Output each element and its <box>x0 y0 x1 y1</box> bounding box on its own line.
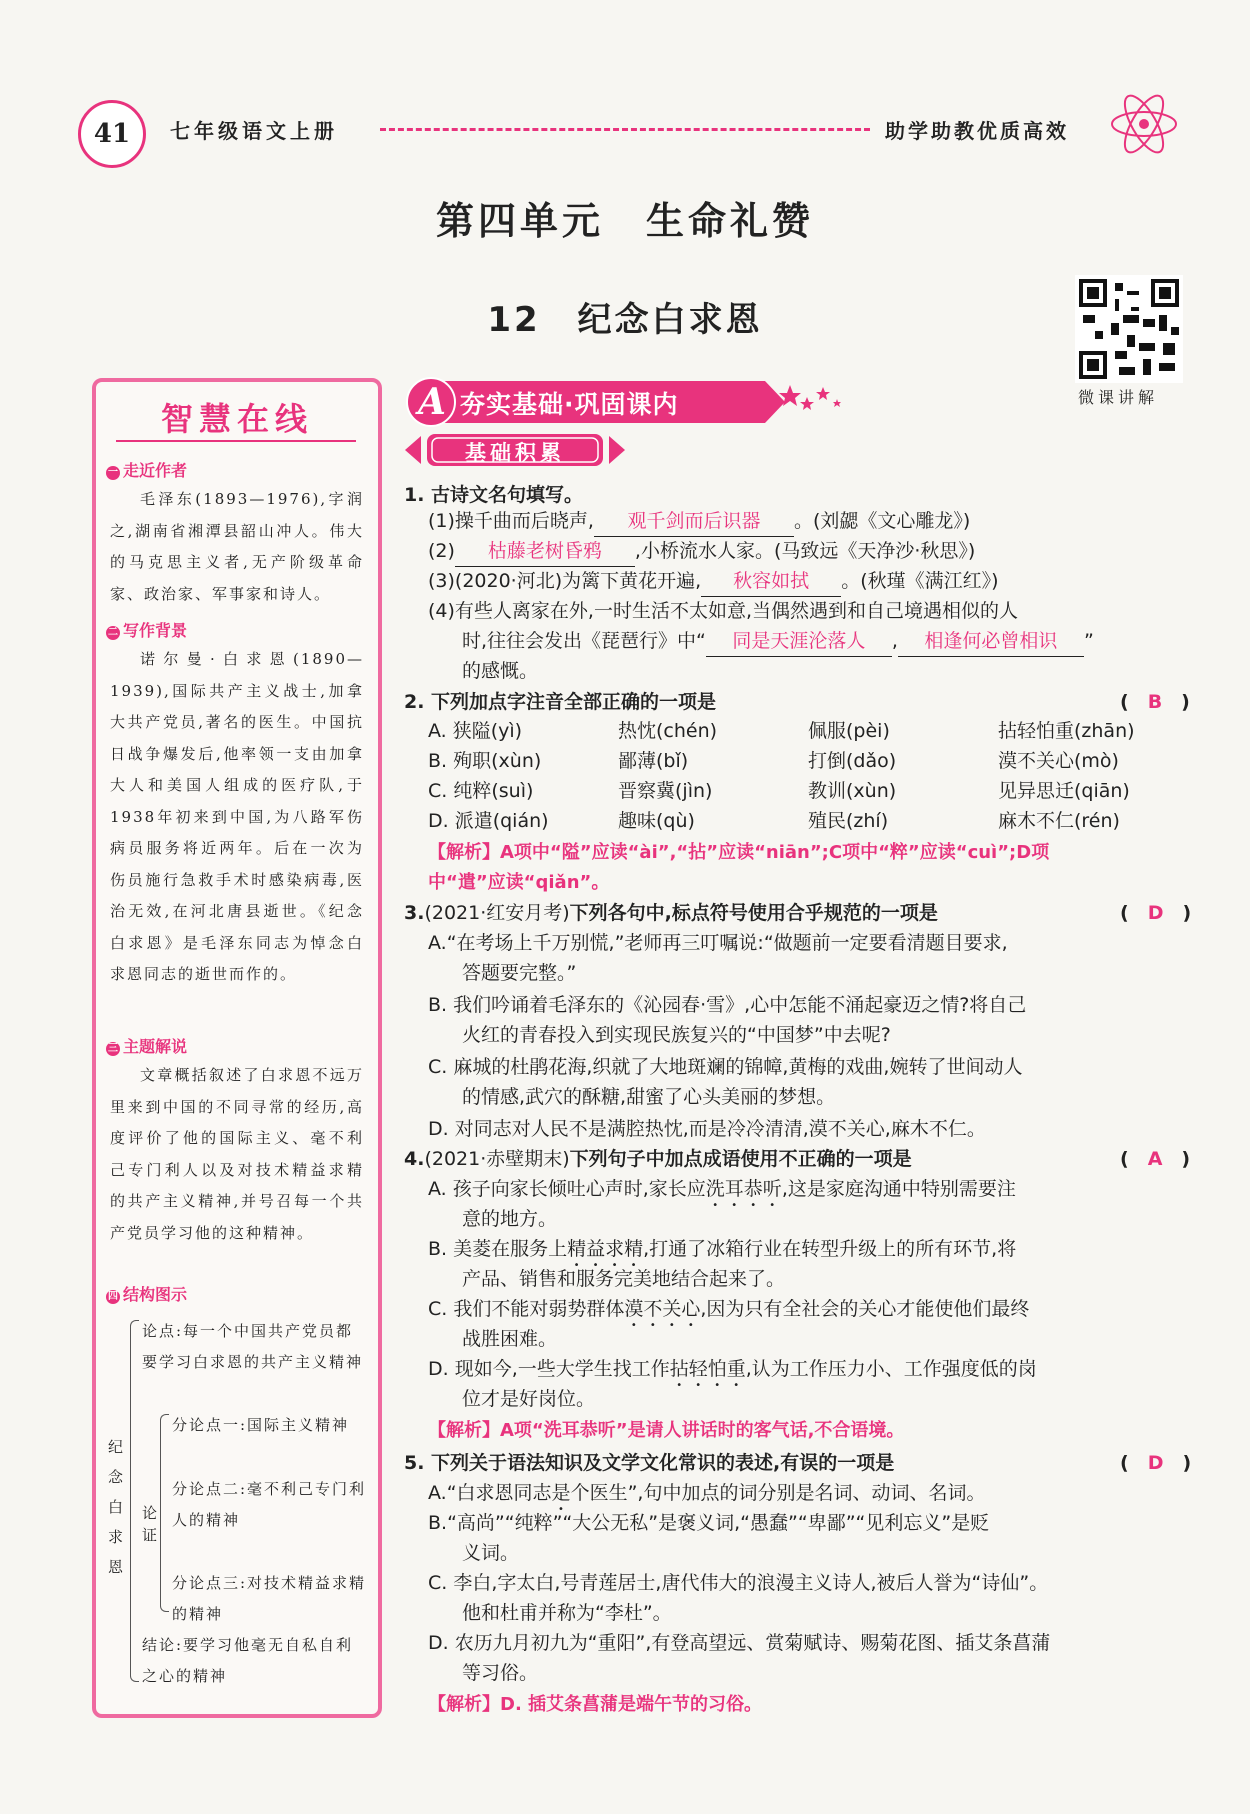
sidebar-section-background <box>106 618 187 641</box>
q2-analysis-text-2: 中“遣”应读“qiǎn”。 <box>428 872 610 893</box>
atom-icon <box>1108 88 1180 160</box>
structure-thesis: 论点:每一个中国共产党员都要学习白求恩的共产主义精神 <box>142 1322 364 1371</box>
analysis-label: 【解析】 <box>428 842 500 863</box>
section-heading: 写作背景 <box>123 621 188 640</box>
q4-c-idiom: 漠不关心 <box>624 1298 701 1320</box>
q1-l4-end: ” <box>1083 630 1094 652</box>
q5-analysis <box>428 1690 762 1720</box>
q5-heading: 5. 下列关于语法知识及文学文化常识的表述,有误的一项是 <box>404 1452 895 1474</box>
q2-answer: B <box>1147 691 1163 713</box>
section-heading: 走近作者 <box>123 461 188 480</box>
q2-answer-paren: ( B ) <box>1120 691 1190 713</box>
header-slogan: 助学助教优质高效 <box>885 119 1069 143</box>
q5-answer-paren: ( D ) <box>1120 1452 1192 1474</box>
q1-line4c: 的感慨。 <box>462 660 539 682</box>
q5-opt-d1: D. 农历九月初九为“重阳”,有登高望远、赏菊赋诗、赐菊花图、插艾条菖蒲 <box>428 1632 1051 1654</box>
q1-l1-post: 。(刘勰《文心雕龙》) <box>793 510 971 532</box>
sidebar-section-author <box>106 458 187 481</box>
theme-text: 文章概括叙述了白求恩不远万里来到中国的不同寻常的经历,高度评价了他的国际主义、毫不利己专门利人以及对技术精益求精的共产主义精神,并号召每一个共产党员学习他的这种精神。 <box>110 1066 364 1242</box>
q4-question: 下列句子中加点成语使用不正确的一项是 <box>569 1148 912 1170</box>
q3-opt-b1: B. 我们吟诵着毛泽东的《沁园春·雪》,心中怎能不涌起豪迈之情?将自己 <box>428 994 1027 1016</box>
q3-opt-b2: 火红的青春投入到实现民族复兴的“中国梦”中去呢? <box>462 1024 891 1046</box>
q2-opt-b1: B. 殉职(xùn) <box>428 750 542 772</box>
structure-sub2: 分论点二:毫不利己专门利人的精神 <box>172 1480 367 1529</box>
qr-label: 微课讲解 <box>1078 388 1159 407</box>
structure-sub3: 分论点三:对技术精益求精的精神 <box>172 1574 367 1623</box>
q5-a-pre: A.“白求恩同志 <box>428 1482 552 1504</box>
q2-opt-d2: 趣味(qù) <box>618 810 695 832</box>
q4-analysis-text: A项“洗耳恭听”是请人讲话时的客气话,不合语境。 <box>500 1420 905 1441</box>
q4-number: 4. <box>404 1148 425 1170</box>
q3-opt-d1: D. 对同志对人民不是满腔热忱,而是冷冷清清,漠不关心,麻木不仁。 <box>428 1118 986 1140</box>
q3-answer: D <box>1147 902 1164 924</box>
sidebar-panel <box>92 378 382 1718</box>
q1-l4-sep: , <box>891 630 898 652</box>
q2-opt-a1: A. 狭隘(yì) <box>428 720 523 742</box>
sidebar-rule <box>116 440 356 442</box>
q2-opt-b4: 漠不关心(mò) <box>998 750 1119 772</box>
q2-opt-a2: 热忱(chén) <box>618 720 718 742</box>
q2-opt-c1: C. 纯粹(suì) <box>428 780 534 802</box>
q1-line4a: (4)有些人离家在外,一时生活不太如意,当偶然遇到和自己境遇相似的人 <box>428 600 1018 622</box>
q1-heading: 1. 古诗文名句填写。 <box>404 484 584 506</box>
q1-l2-pre: (2) <box>428 540 455 562</box>
q1-l3-pre: (3)(2020·河北)为篱下黄花开遍, <box>428 570 702 592</box>
q4-b-idiom: 精益求精 <box>567 1238 644 1260</box>
q4-heading <box>404 1144 912 1174</box>
q2-analysis <box>428 838 1188 898</box>
q1-answer-3: 秋容如拭 <box>701 566 841 597</box>
q4-opt-a2: 意的地方。 <box>462 1208 558 1230</box>
sub-banner-text: 基础积累 <box>465 441 565 465</box>
section-number-icon: 四 <box>108 1291 118 1302</box>
q4-d-post: ,认为工作压力小、工作强度低的岗 <box>745 1358 1037 1380</box>
q4-c-post: ,因为只有全社会的关心才能使他们最终 <box>700 1298 1030 1320</box>
analysis-label: 【解析】 <box>428 1694 500 1715</box>
section-heading: 主题解说 <box>123 1037 188 1056</box>
q4-opt-b2: 产品、销售和服务完美地结合起来了。 <box>462 1268 786 1290</box>
q5-a-dotted: 是 <box>551 1482 571 1504</box>
sidebar-section-structure <box>106 1282 187 1305</box>
q5-opt-c2: 他和杜甫并称为“李杜”。 <box>462 1602 672 1624</box>
q2-opt-b2: 鄙薄(bǐ) <box>618 750 689 772</box>
q2-opt-b3: 打倒(dǎo) <box>808 750 897 772</box>
q2-opt-a4: 拈轻怕重(zhān) <box>998 720 1135 742</box>
section-number-icon: 一 <box>108 467 118 478</box>
q4-source: (2021·赤壁期末) <box>424 1148 570 1170</box>
q2-opt-d3: 殖民(zhí) <box>808 810 889 832</box>
structure-diagram <box>102 1312 368 1692</box>
q1-line1 <box>428 506 970 537</box>
q1-answer-2: 枯藤老树昏鸦 <box>455 536 635 567</box>
q1-l3-post: 。(秋瑾《满江红》) <box>841 570 999 592</box>
sidebar-title: 智慧在线 <box>160 400 313 438</box>
q4-opt-c2: 战胜困难。 <box>462 1328 558 1350</box>
q3-opt-c2: 的情感,武穴的酥糖,甜蜜了心头美丽的梦想。 <box>462 1086 836 1108</box>
section-number-icon: 二 <box>108 627 118 638</box>
q3-opt-a2: 答题要完整。” <box>462 962 577 984</box>
q4-answer-paren: ( A ) <box>1120 1148 1191 1170</box>
q3-question: 下列各句中,标点符号使用合乎规范的一项是 <box>569 902 938 924</box>
section-heading: 结构图示 <box>123 1285 188 1304</box>
book-title: 七年级语文上册 <box>170 119 338 143</box>
sidebar-section-theme <box>106 1034 187 1057</box>
q3-source: (2021·红安月考) <box>424 902 570 924</box>
analysis-label: 【解析】 <box>428 1420 500 1441</box>
q1-line4b <box>462 626 1094 657</box>
q4-b-pre: B. 美菱在服务上 <box>428 1238 568 1260</box>
q4-answer: A <box>1147 1148 1163 1170</box>
unit-title: 第四单元 生命礼赞 <box>435 199 814 243</box>
q3-opt-c1: C. 麻城的杜鹃花海,织就了大地斑斓的锦幛,黄梅的戏曲,婉转了世间动人 <box>428 1056 1023 1078</box>
q3-answer-paren: ( D ) <box>1120 902 1192 924</box>
brace-root <box>130 1320 139 1682</box>
structure-argument: 论证 <box>142 1504 160 1544</box>
q4-d-pre: D. 现如今,一些大学生找工作 <box>428 1358 670 1380</box>
q5-a-post: 个医生”,句中加点的词分别是名词、动词、名词。 <box>570 1482 986 1504</box>
banner-text: 夯实基础·巩固课内 <box>460 390 679 419</box>
q1-l1-pre: (1)操千曲而后晓声, <box>428 510 594 532</box>
page-number: 41 <box>78 100 146 168</box>
q4-a-pre: A. 孩子向家长倾吐心声时,家长应 <box>428 1178 706 1200</box>
q1-l4-pre: 时,往往会发出《琵琶行》中“ <box>462 630 706 652</box>
q3-number: 3. <box>404 902 425 924</box>
q1-answer-1: 观千剑而后识器 <box>594 506 794 537</box>
q5-opt-d2: 等习俗。 <box>462 1662 539 1684</box>
qr-code-icon[interactable] <box>1075 275 1183 383</box>
q4-a-post: ,这是家庭沟通中特别需要注 <box>781 1178 1016 1200</box>
q1-line3 <box>428 566 999 597</box>
q3-heading <box>404 898 938 928</box>
q1-answer-4b: 相逢何必曾相识 <box>898 626 1084 657</box>
section-number-icon: 三 <box>108 1043 118 1054</box>
q4-analysis <box>428 1416 904 1446</box>
q1-line2 <box>428 536 975 567</box>
q4-b-post: ,打通了冰箱行业在转型升级上的所有环节,将 <box>643 1238 1017 1260</box>
brace-argument <box>160 1414 169 1612</box>
q5-analysis-text: D. 插艾条菖蒲是端午节的习俗。 <box>500 1694 763 1715</box>
background-text: 诺尔曼·白求恩(1890—1939),国际共产主义战士,加拿大共产党员,著名的医生。中国抗日战争爆发后,他率领一支由加拿大人和美国人组成的医疗队,于1938年初来到中国,为八路军伤病员服务将近两年。后在一次为伤员施行急救手术时感染病毒,医治无效,在河北唐县逝世。《纪念白求恩》是毛泽东同志为悼念白求恩同志的逝世而作的。 <box>110 650 364 983</box>
q2-opt-c3: 教训(xùn) <box>808 780 897 802</box>
q5-opt-b2: 义词。 <box>462 1542 520 1564</box>
q2-opt-c4: 见异思迁(qiān) <box>998 780 1130 802</box>
q3-opt-a1: A.“在考场上千万别慌,”老师再三叮嘱说:“做题前一定要看清题目要求, <box>428 932 1008 954</box>
q2-options <box>428 716 1188 836</box>
structure-conclusion: 结论:要学习他毫无自私自利之心的精神 <box>142 1636 354 1685</box>
q2-analysis-text: A项中“隘”应读“ài”,“拈”应读“niān”;C项中“粹”应读“cuì”;D项 <box>500 842 1050 863</box>
q5-opt-c1: C. 李白,字太白,号青莲居士,唐代伟大的浪漫主义诗人,被后人誉为“诗仙”。 <box>428 1572 1049 1594</box>
q2-opt-d4: 麻木不仁(rén) <box>998 810 1120 832</box>
q1-answer-4a: 同是天涯沦落人 <box>706 626 892 657</box>
q5-opt-b1: B.“高尚”“纯粹”“大公无私”是褒义词,“愚蠢”“卑鄙”“见利忘义”是贬 <box>428 1512 990 1534</box>
structure-root: 纪念白求恩 <box>108 1438 126 1576</box>
author-text: 毛泽东(1893—1976),字润之,湖南省湘潭县韶山冲人。伟大的马克思主义者,无产阶级革命家、政治家、军事家和诗人。 <box>110 490 364 603</box>
header-divider <box>380 128 870 131</box>
q2-opt-d1: D. 派遣(qián) <box>428 810 549 832</box>
lesson-title: 12 纪念白求恩 <box>487 300 763 340</box>
q2-opt-c2: 晋察冀(jìn) <box>618 780 713 802</box>
q2-heading: 2. 下列加点字注音全部正确的一项是 <box>404 691 717 713</box>
q5-answer: D <box>1147 1452 1164 1474</box>
structure-sub1: 分论点一:国际主义精神 <box>172 1416 350 1434</box>
q4-d-idiom: 拈轻怕重 <box>669 1358 746 1380</box>
q2-opt-a3: 佩服(pèi) <box>808 720 890 742</box>
q4-c-pre: C. 我们不能对弱势群体 <box>428 1298 625 1320</box>
banner-letter: A <box>418 381 446 423</box>
q4-opt-d2: 位才是好岗位。 <box>462 1388 596 1410</box>
q4-a-idiom: 洗耳恭听 <box>705 1178 782 1200</box>
q1-l2-post: ,小桥流水人家。(马致远《天净沙·秋思》) <box>634 540 976 562</box>
